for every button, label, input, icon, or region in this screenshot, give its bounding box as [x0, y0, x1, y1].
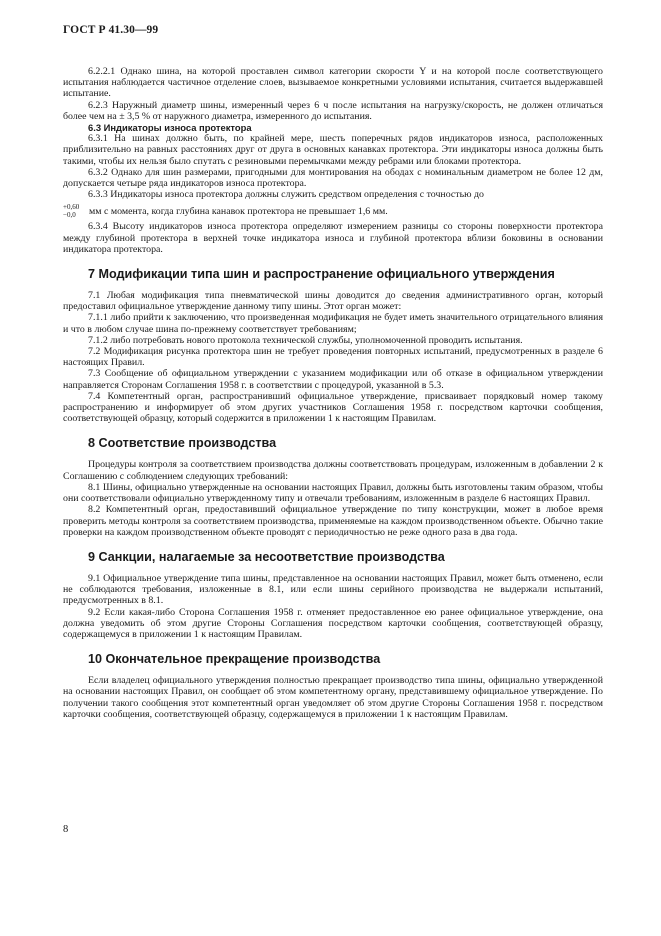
section-heading-8: 8 Соответствие производства — [88, 436, 277, 451]
paragraph-6-2-3: 6.2.3 Наружный диаметр шины, измеренный через 6 ч после испытания на нагрузку/скорость, не должен отличаться более чем на ± 3,5 % от наружного диаметра, измеренного до испытания. — [63, 99, 603, 122]
running-header: ГОСТ Р 41.30—99 — [63, 24, 159, 36]
paragraph-7-1: 7.1 Любая модификация типа пневматической шины доводится до сведения административного орган, который предоставил официальное утверждение данному типу шины. Этот орган может: — [63, 290, 603, 313]
paragraph-9-2: 9.2 Если какая-либо Сторона Соглашения 1958 г. отменяет предоставленное ею ранее официальное утверждение, она должна уведомить об этом другие Стороны Соглашения посредством карточки сообщения, соответствующей образцу, содержащемуся в приложении 1 к настоящим Правилам. — [63, 606, 603, 640]
paragraph-7-3: 7.3 Сообщение об официальном утверждении с указанием модификации или об отказе в официальном утверждении направляется Сторонам Соглашения 1958 г. в соответствии с процедурой, указанной в 5.3. — [63, 368, 603, 391]
paragraph-9-1: 9.1 Официальное утверждение типа шины, представленное на основании настоящих Правил, может быть отменено, если не соблюдаются требования, изложенные в 8.1, или если шины серийного производства не выдержали испытаний, предусмотренных в 8.1. — [63, 572, 603, 607]
paragraph-7-1-1: 7.1.1 либо прийти к заключению, что произведенная модификация не будет иметь значительного отрицательного влияния и что в любом случае шина по-прежнему соответствует требованиям; — [63, 312, 603, 335]
paragraph-10-intro: Если владелец официального утверждения полностью прекращает производство типа шины, официально утвержденной на основании настоящих Правил, он сообщает об этом компетентному органу, представившему официальное утверждение. По получении такого сообщения этот компетентный орган уведомляет об этом другие Стороны Соглашения 1958 г. посредством карточки сообщения, соответствующей образцу, содержащемуся в приложении 1 к настоящим Правилам. — [63, 675, 603, 720]
tolerance-line — [63, 203, 603, 219]
paragraph-6-3-1: 6.3.1 На шинах должно быть, по крайней мере, шесть поперечных рядов индикаторов износа, расположенных приблизительно на равных расстояниях друг от друга в основных канавках протектора. Эти индикаторы износа должны быть такими, чтобы их нельзя было спутать с резиновыми перемычками между ребрами или блоками протектора. — [63, 133, 603, 167]
paragraph-6-3-3: 6.3.3 Индикаторы износа протектора должны служить средством определения с точностью до — [88, 189, 484, 201]
tolerance-plus: +0,60 — [63, 203, 80, 212]
paragraph-7-2: 7.2 Модификация рисунка протектора шин не требует проведения повторных испытаний, предусмотренных в разделе 6 настоящих Правил. — [63, 346, 603, 369]
document-page — [63, 24, 603, 720]
section-heading-9: 9 Санкции, налагаемые за несоответствие производства — [88, 549, 445, 564]
section-heading-7: 7 Модификации типа шин и распространение официального утверждения — [88, 267, 555, 282]
paragraph-7-1-2: 7.1.2 либо потребовать нового протокола технической службы, уполномоченной проводить испытания. — [88, 334, 523, 346]
paragraph-8-intro: Процедуры контроля за соответствием производства должны соответствовать процедурам, изложенным в добавлении 2 к Соглашению с соблюдением следующих требований: — [63, 459, 603, 482]
tolerance-line-text: мм с момента, когда глубина канавок протектора не превышает 1,6 мм. — [89, 205, 388, 217]
paragraph-7-4: 7.4 Компетентный орган, распространивший официальное утверждение, присваивает порядковый номер такому распространению и информирует об этом других участников Соглашения 1958 г. посредством карточки сообщения, соответствующей образцу, который содержится в приложении 1 к настоящим Правилам. — [63, 390, 603, 425]
tolerance-value — [63, 203, 85, 219]
paragraph-6-3-4: 6.3.4 Высоту индикаторов износа протектора определяют измерением разницы со стороны поверхности протектора между глубиной протектора в верхней точке индикатора износа и глубиной протектора вблизи боковины в основании индикатора протектора. — [63, 221, 603, 255]
paragraph-6-2-2-1: 6.2.2.1 Однако шина, на которой проставлен символ категории скорости Y и на которой после соответствующего испытания наблюдается частичное отделение слоев, вызываемое конкретными условиями испытания, считается выдержавшей испытание. — [63, 66, 603, 100]
tolerance-minus: −0,0 — [63, 211, 76, 220]
paragraph-6-3-2: 6.3.2 Однако для шин размерами, пригодными для монтирования на ободах с номинальным диаметром не более 12 дм, допускается четыре ряда индикаторов износа протектора. — [63, 166, 603, 190]
section-heading-10: 10 Окончательное прекращение производства — [88, 652, 381, 667]
paragraph-8-1: 8.1 Шины, официально утвержденные на основании настоящих Правил, должны быть изготовлены таким образом, чтобы они соответствовали официально утвержденному типу и отвечали требованиям, изложенным в разделе 6 настоящих Правил. — [63, 481, 603, 505]
page-number: 8 — [63, 824, 69, 835]
subsection-heading-6-3: 6.3 Индикаторы износа протектора — [88, 122, 252, 134]
paragraph-8-2: 8.2 Компетентный орган, предоставивший официальное утверждение по типу конструкции, может в любое время проверить методы контроля за соответствием производства, применяемые на каждом производственном объекте. Обычно такие проверки на каждом производственном объекте проводят с периодичностью не реже одного раза в два года. — [63, 504, 603, 538]
